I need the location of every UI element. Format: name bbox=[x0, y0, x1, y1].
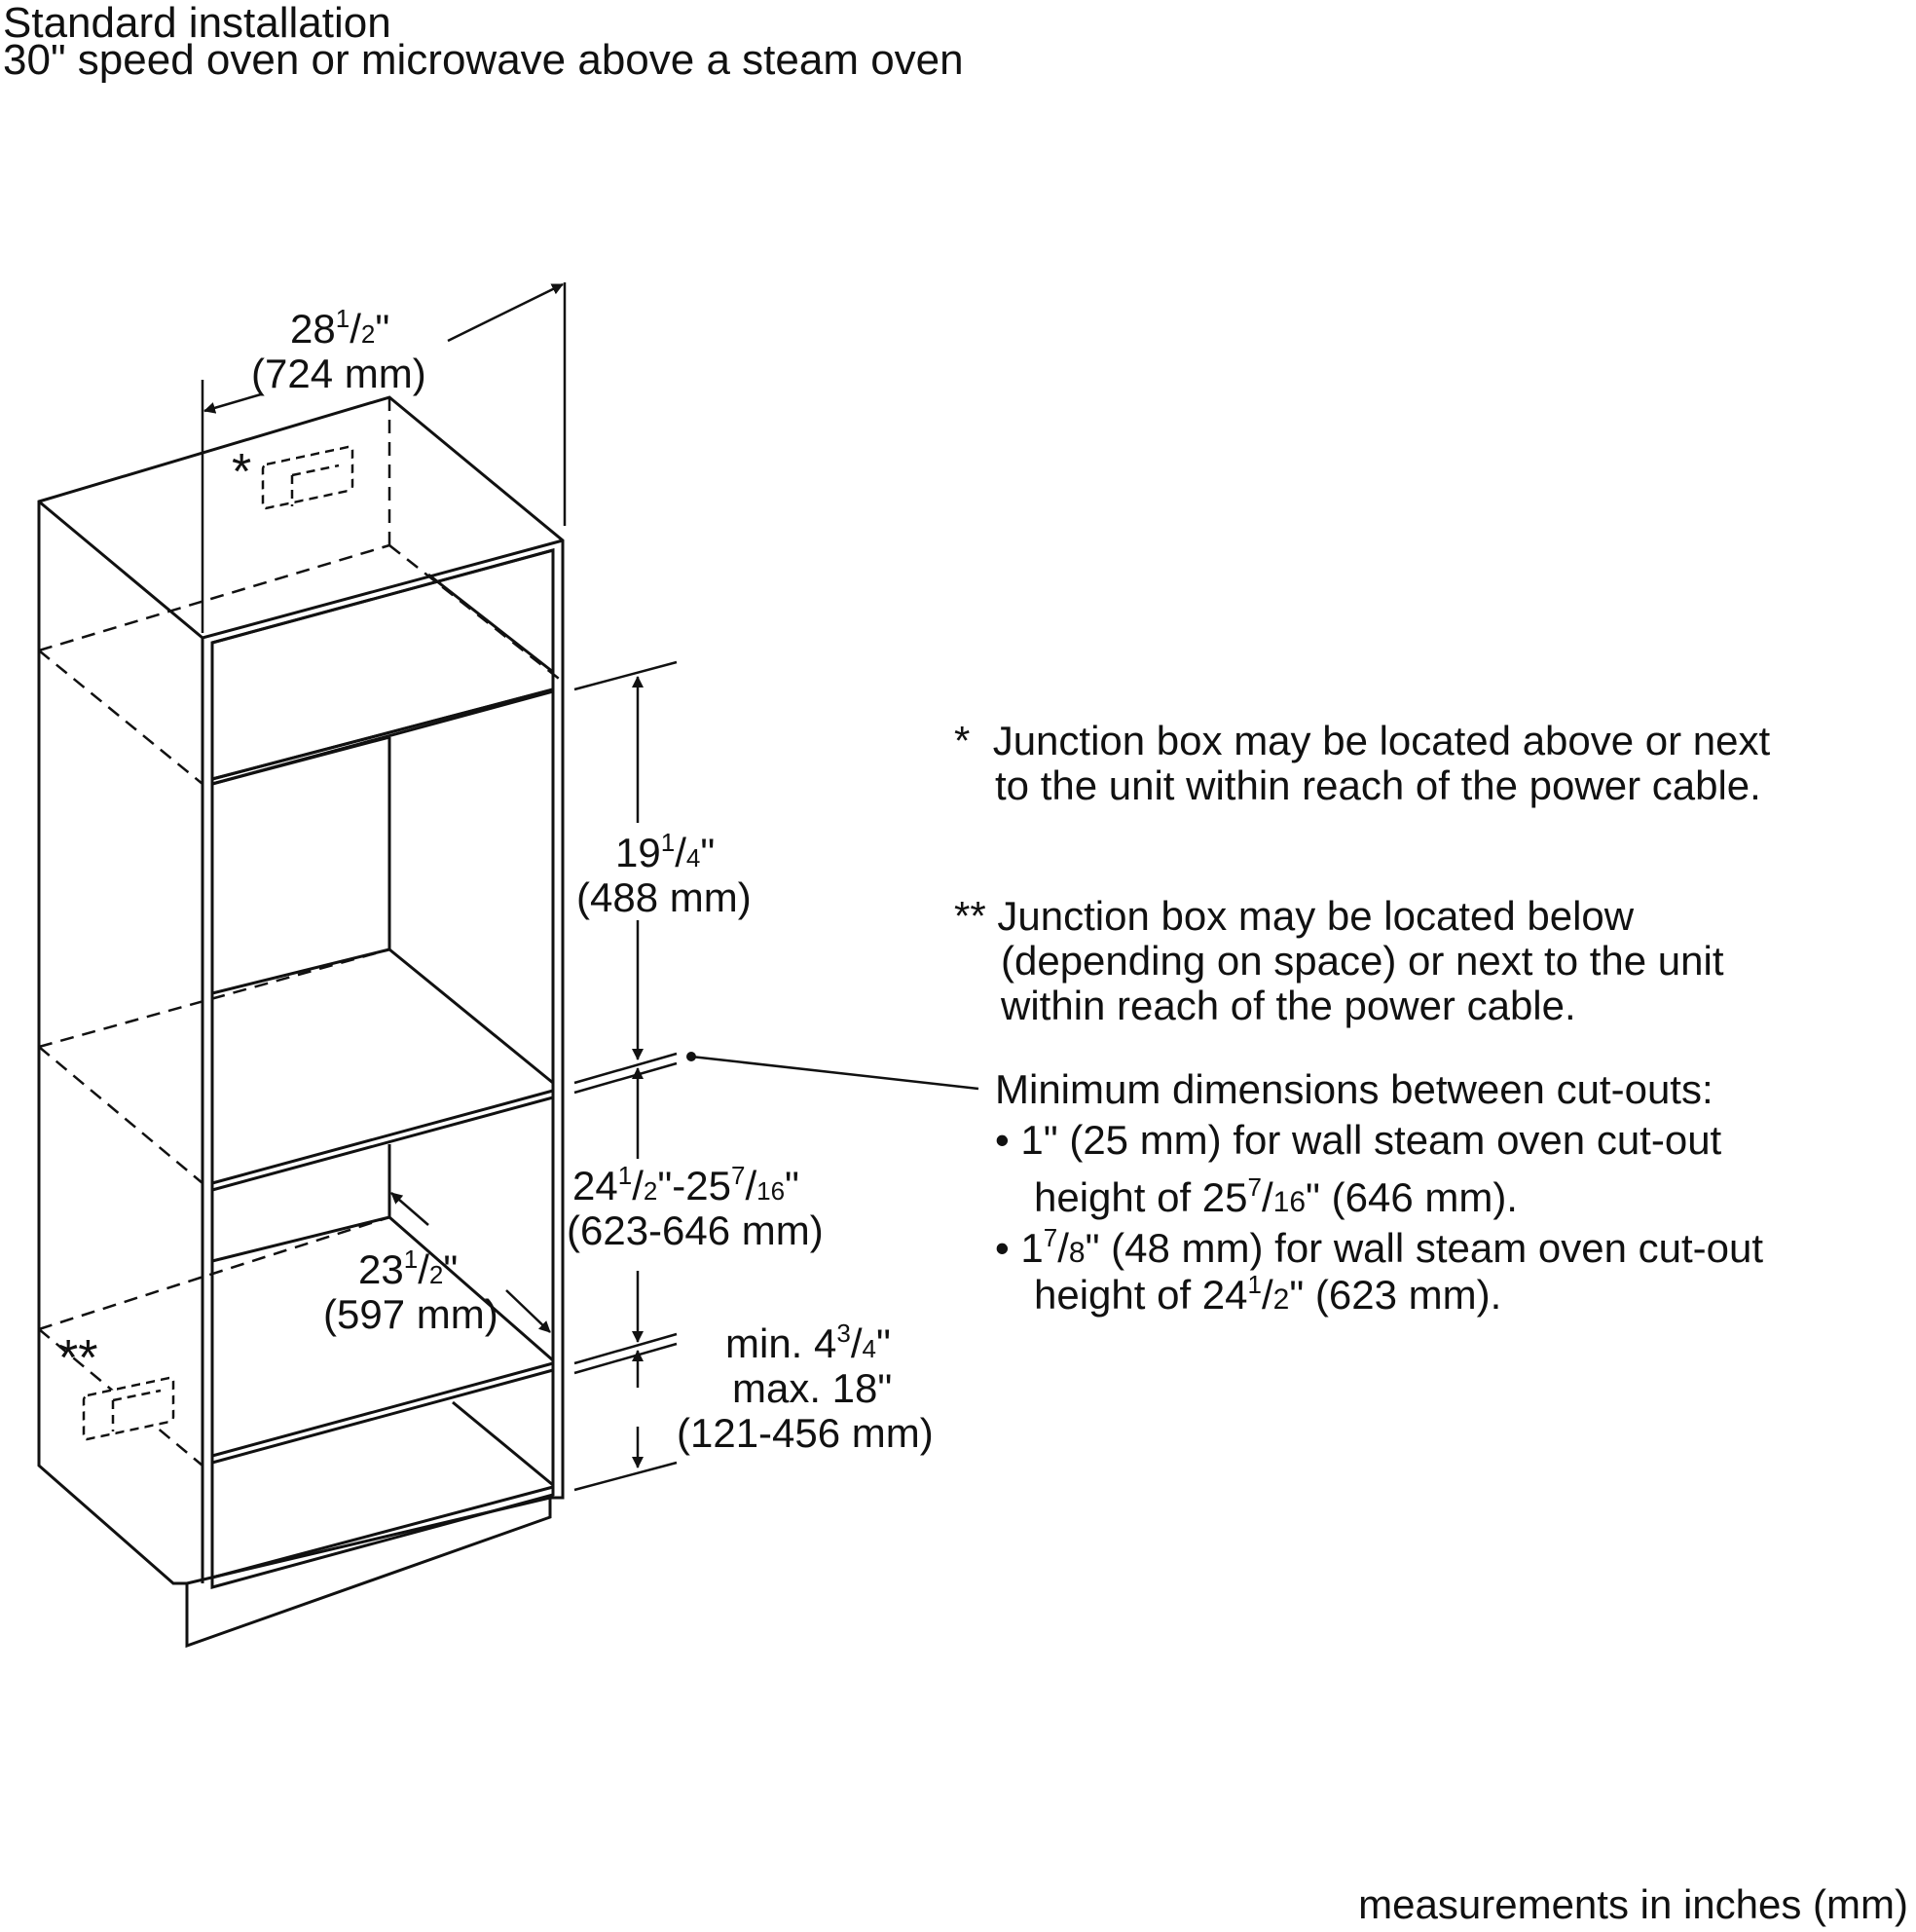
dim-lower-mm: (623-646 mm) bbox=[567, 1208, 824, 1253]
note-3-item1 bbox=[995, 1118, 1721, 1163]
note-1-line2: to the unit within reach of the power cable. bbox=[995, 762, 1761, 808]
note-3-heading: Minimum dimensions between cut-outs: bbox=[995, 1066, 1713, 1112]
note-2 bbox=[954, 894, 1634, 939]
note-3-item1-line1: 1" (25 mm) for wall steam oven cut-out bbox=[1020, 1117, 1722, 1163]
dim-depth-mm: (597 mm) bbox=[323, 1291, 498, 1337]
note-2-marker: ** bbox=[954, 893, 986, 939]
dim-width-inches: $28^1/2$" bbox=[290, 304, 390, 352]
note-3-item2-line2: height of $24^1/2$" (623 mm). bbox=[1034, 1270, 1502, 1318]
measurement-units-note: measurements in inches (mm) bbox=[1358, 1881, 1908, 1927]
dim-lower-inches: $24^1/2"-25^7/16$" bbox=[572, 1161, 799, 1208]
note-1-marker: * bbox=[954, 718, 971, 763]
page-title: Standard installation bbox=[3, 0, 391, 47]
note-2-line2: (depending on space) or next to the unit bbox=[1001, 938, 1724, 984]
note-3-bullet-2: • bbox=[995, 1225, 1010, 1271]
note-1 bbox=[954, 719, 1770, 763]
note-2-line1: Junction box may be located below bbox=[997, 893, 1635, 939]
marker-double-asterisk: ** bbox=[58, 1330, 98, 1387]
leader-dot bbox=[686, 1052, 696, 1061]
dim-bottom-mm: (121-456 mm) bbox=[677, 1410, 934, 1456]
note-2-line3: within reach of the power cable. bbox=[1001, 983, 1576, 1028]
dim-bottom-min: min. $4^3/4$" bbox=[725, 1319, 891, 1366]
dim-width-mm: (724 mm) bbox=[251, 351, 426, 396]
dim-depth-inches: $23^1/2$" bbox=[358, 1245, 459, 1292]
marker-single-asterisk: * bbox=[232, 444, 252, 501]
cabinet-outline bbox=[39, 397, 563, 1646]
note-1-line1: Junction box may be located above or next bbox=[992, 718, 1771, 763]
note-3-bullet-1: • bbox=[995, 1117, 1010, 1163]
dim-upper-inches: $19^1/4$" bbox=[615, 828, 716, 875]
note-3-item1-line2: height of $25^7/16$" (646 mm). bbox=[1034, 1172, 1518, 1220]
page-subtitle: 30" speed oven or microwave above a steam oven bbox=[3, 36, 964, 84]
note-3-item2: • $1^7/8$" (48 mm) for wall steam oven cut-out bbox=[995, 1223, 1764, 1271]
dim-bottom-max: max. 18" bbox=[732, 1365, 893, 1411]
dim-upper-mm: (488 mm) bbox=[576, 874, 752, 920]
